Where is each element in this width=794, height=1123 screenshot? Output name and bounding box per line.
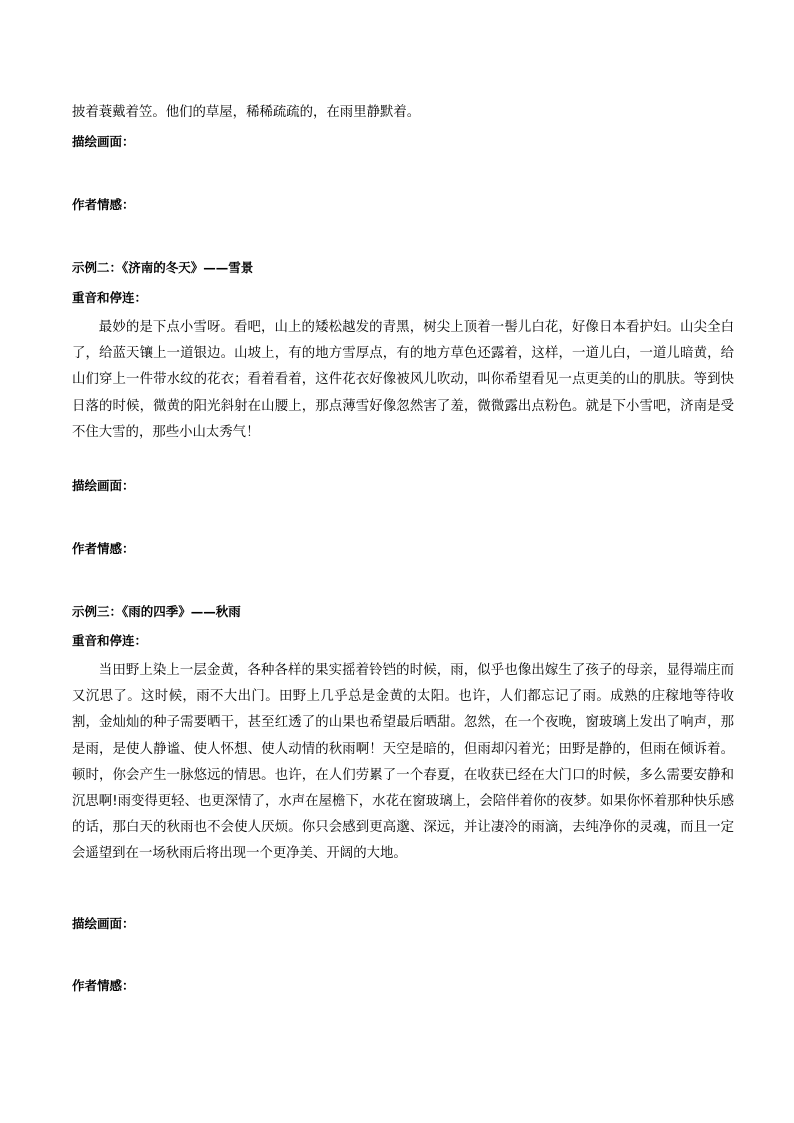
example3-title: 示例三：《雨的四季》——秋雨 — [72, 604, 241, 619]
stress-label-3: 重音和停连： — [72, 633, 148, 648]
example2-passage: 最妙的是下点小雪呀。看吧，山上的矮松越发的青黑，树尖上顶着一髻儿白花，好像日本看护妇。山尖全白了，给蓝天镶上一道银边。山坡上，有的地方雪厚点，有的地方草色还露着，这样，一道儿白，一道儿暗黄，给山们穿上一件带水纹的花衣；看着看着，这件花衣好像被风儿吹动，叫你希望看见一点更美的山的肌肤。等到快日落的时候，微黄的阳光斜射在山腰上，那点薄雪好像忽然害了羞，微微露出点粉色。就是下小雪吧，济南是受不住大雪的，那些小山太秀气！ — [72, 320, 734, 440]
emotion-label-1: 作者情感： — [72, 197, 135, 212]
continuation-text: 披着蓑戴着笠。他们的草屋，稀稀疏疏的，在雨里静默着。 — [72, 105, 421, 120]
scene-label-2: 描绘画面： — [72, 478, 135, 493]
emotion-label-3: 作者情感： — [72, 978, 135, 993]
example3-passage: 当田野上染上一层金黄，各种各样的果实摇着铃铛的时候，雨，似乎也像出嫁生了孩子的母亲，显得端庄而又沉思了。这时候，雨不大出门。田野上几乎总是金黄的太阳。也许，人们都忘记了雨。成熟的庄稼地等待收割，金灿灿的种子需要晒干，甚至红透了的山果也希望最后晒甜。忽然，在一个夜晚，窗玻璃上发出了响声，那是雨，是使人静谧、使人怀想、使人动情的秋雨啊！天空是暗的，但雨却闪着光；田野是静的，但雨在倾诉着。顿时，你会产生一脉悠远的情思。也许，在人们劳累了一个春夏，在收获已经在大门口的时候，多么需要安静和沉思啊!雨变得更轻、也更深情了，水声在屋檐下，水花在窗玻璃上，会陪伴着你的夜梦。如果你怀着那种快乐感的话，那白天的秋雨也不会使人厌烦。你只会感到更高邈、深远，并让凄冷的雨滴，去纯净你的灵魂，而且一定会遥望到在一场秋雨后将出现一个更净美、开阔的大地。 — [72, 663, 734, 862]
stress-label-2: 重音和停连： — [72, 290, 148, 305]
emotion-label-2: 作者情感： — [72, 541, 135, 556]
scene-label-3: 描绘画面： — [72, 916, 135, 931]
example2-title: 示例二：《济南的冬天》——雪景 — [72, 260, 254, 275]
scene-label-1: 描绘画面： — [72, 134, 135, 149]
